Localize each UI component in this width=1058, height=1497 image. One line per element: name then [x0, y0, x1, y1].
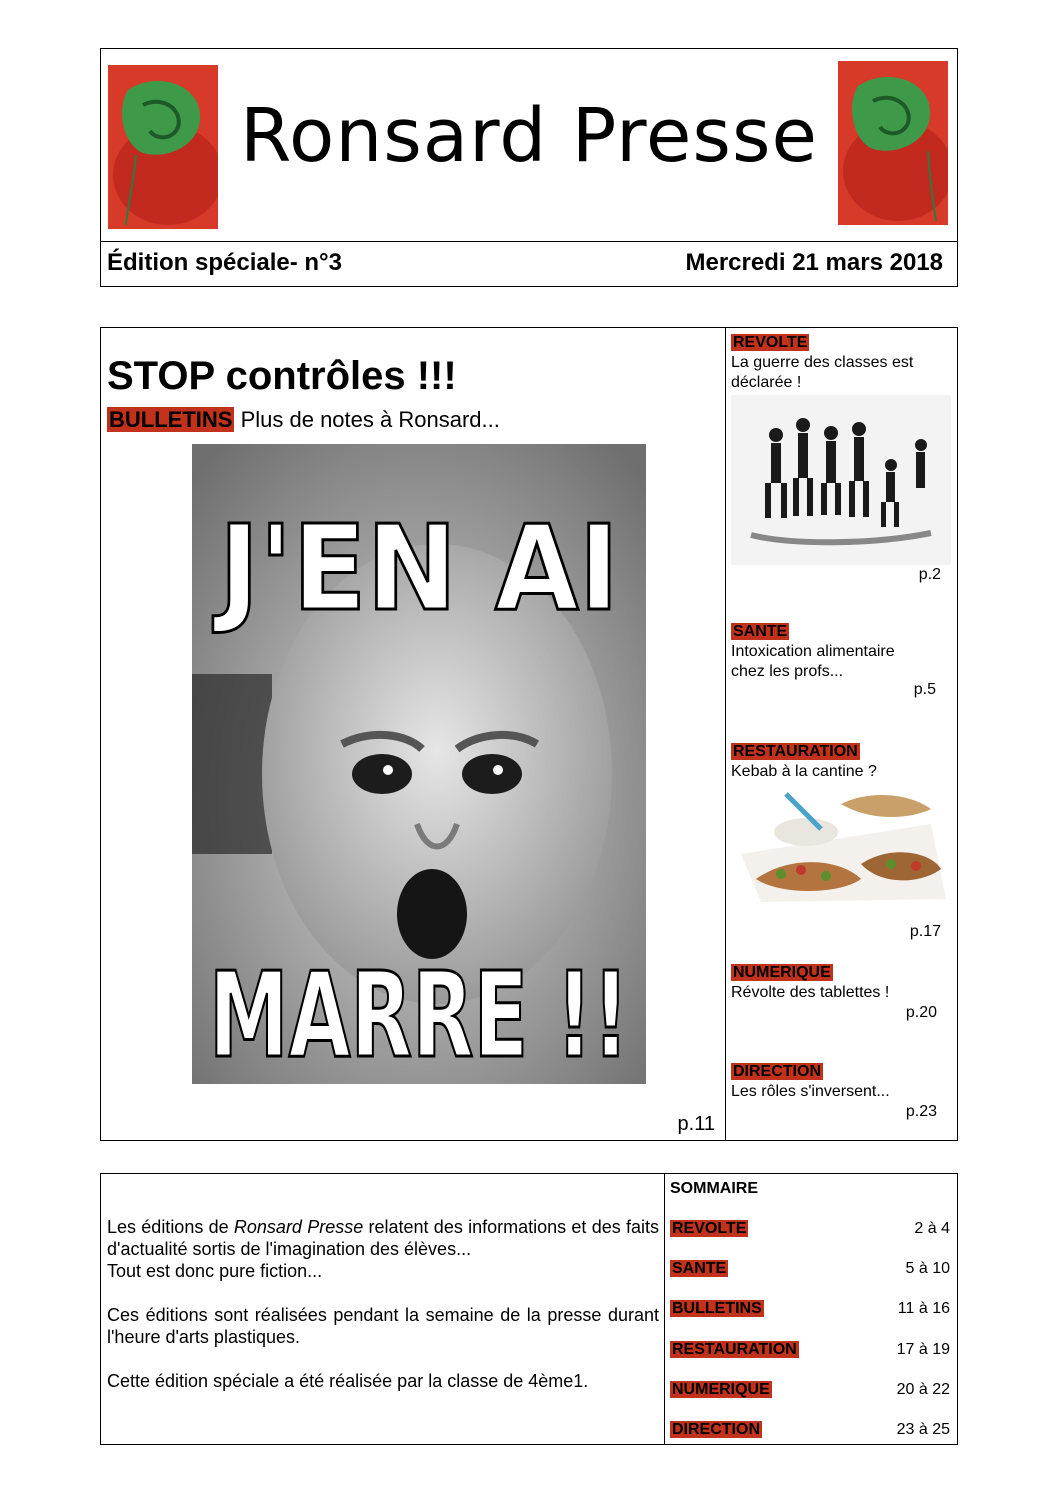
numerique-line-1: Révolte des tablettes ! [731, 984, 890, 1001]
intro-paragraph-1 [107, 1216, 659, 1282]
bulletins-tag: BULLETINS [109, 407, 233, 432]
sommaire-row-numerique[interactable] [670, 1380, 950, 1402]
sommaire-title: SOMMAIRE [670, 1180, 758, 1197]
sommaire-row-revolte[interactable] [670, 1219, 950, 1241]
sidebar-item-sante [731, 622, 951, 707]
edition-number: Édition spéciale- n°3 [107, 249, 342, 276]
intro-paragraph-3: Cette édition spéciale a été réalisée par la classe de 4ème1. [107, 1371, 589, 1391]
sidebar-divider [725, 328, 726, 1140]
sommaire-pages: 11 à 16 [897, 1300, 950, 1317]
sommaire-pages: 5 à 10 [905, 1260, 950, 1277]
meme-bottom-text: MARRE !! [209, 946, 629, 1084]
sommaire-pages: 2 à 4 [914, 1220, 950, 1237]
revolte-page-ref: p.2 [918, 566, 941, 583]
sante-line-1: Intoxication alimentaire [731, 643, 895, 660]
ear-poster-right-image [838, 61, 948, 225]
sidebar-item-revolte [731, 333, 951, 583]
restauration-line-1: Kebab à la cantine ? [731, 763, 877, 780]
sante-tag: SANTE [733, 623, 788, 640]
sommaire-label: SANTE [672, 1260, 727, 1277]
masthead [100, 48, 958, 287]
direction-line-1: Les rôles s'inversent... [731, 1083, 890, 1100]
revolte-line-2: déclarée ! [731, 374, 802, 391]
sidebar-item-direction [731, 1062, 951, 1122]
sante-line-2: chez les profs... [731, 663, 844, 680]
sommaire-label: NUMERIQUE [672, 1381, 770, 1398]
sommaire-pages: 23 à 25 [896, 1421, 950, 1438]
main-story-page-ref: p.11 [677, 1113, 715, 1135]
sommaire-divider [664, 1174, 665, 1444]
sidebar-item-numerique [731, 963, 951, 1023]
sommaire-row-bulletins[interactable] [670, 1299, 950, 1321]
numerique-page-ref: p.20 [905, 1004, 937, 1021]
sante-page-ref: p.5 [913, 681, 936, 698]
restauration-tag: RESTAURATION [733, 743, 858, 760]
main-headline: STOP contrôles !!! [107, 354, 457, 398]
main-subtitle: Plus de notes à Ronsard... [240, 407, 500, 432]
newspaper-title: Ronsard Presse [239, 93, 819, 179]
masthead-divider [101, 241, 957, 242]
intro-p1-em: Ronsard Presse [233, 1217, 364, 1237]
sommaire-row-sante[interactable] [670, 1259, 950, 1281]
revolte-line-1: La guerre des classes est [731, 354, 914, 371]
meme-top-text: J'EN AI [212, 499, 619, 637]
sommaire-row-restauration[interactable] [670, 1340, 950, 1362]
angry-baby-meme-image [192, 444, 646, 1084]
sommaire-label: REVOLTE [672, 1220, 747, 1237]
direction-page-ref: p.23 [905, 1103, 937, 1120]
intro-p1-c: Tout est donc pure fiction... [107, 1261, 323, 1281]
sommaire-row-direction[interactable] [670, 1420, 950, 1442]
direction-tag: DIRECTION [733, 1063, 821, 1080]
sommaire-pages: 17 à 19 [896, 1341, 950, 1358]
sommaire-label: BULLETINS [672, 1300, 762, 1317]
main-subline [107, 407, 500, 433]
kebab-plate-image [731, 784, 951, 904]
restauration-page-ref: p.17 [909, 923, 941, 940]
intro-p1-b: relatent des informations et des faits d'actualité sortis de l'imagination des élèves... [107, 1217, 659, 1259]
edition-date: Mercredi 21 mars 2018 [685, 249, 943, 276]
sidebar-item-restauration [731, 742, 951, 952]
revolte-tag: REVOLTE [733, 334, 808, 351]
sommaire-pages: 20 à 22 [896, 1381, 950, 1398]
intro-p1-a: Les éditions de [107, 1217, 234, 1237]
bottom-box [100, 1173, 958, 1445]
numerique-tag: NUMERIQUE [733, 964, 831, 981]
front-page-box [100, 327, 958, 1141]
ear-poster-left-image [108, 65, 218, 229]
intro-paragraph-2: Ces éditions sont réalisées pendant la semaine de la presse durant l'heure d'arts plastiques. [107, 1305, 659, 1347]
sommaire-label: DIRECTION [672, 1421, 760, 1438]
dancing-crowd-image [731, 395, 951, 565]
sommaire-label: RESTAURATION [672, 1341, 797, 1358]
